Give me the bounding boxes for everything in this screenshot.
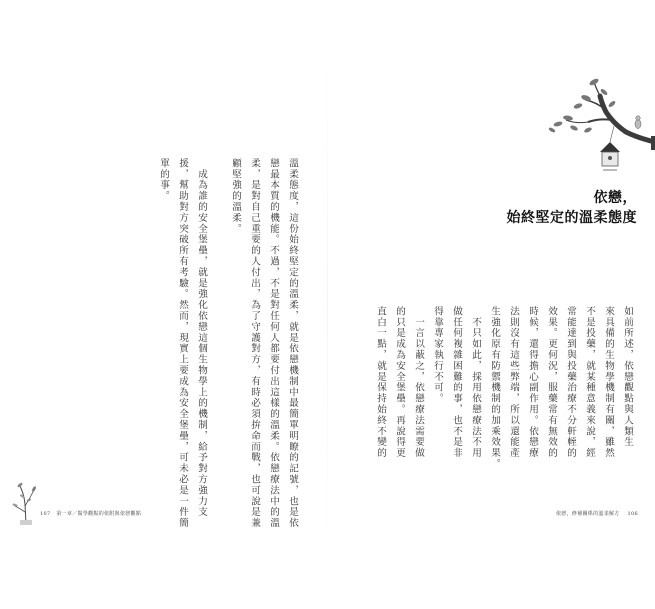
right-text-line-12: 一言以蔽之，依戀療法需要做	[413, 306, 424, 459]
tree-branch-illustration	[548, 78, 655, 188]
right-text-line-14: 直白一點，就是保持始終不變的	[375, 306, 386, 459]
left-chapter-label: 第一章	[56, 511, 73, 517]
right-text-line-8: 生強化原有防禦機制的加乘效果。	[489, 306, 500, 470]
right-text-line-7: 法則沒有這些弊端，所以還能產	[508, 306, 519, 459]
right-text-line-1: 如前所述，依戀觀點與人類生	[622, 306, 633, 448]
left-text-line-4: 顧堅強的溫柔。	[230, 158, 241, 235]
small-plant-icon	[10, 476, 40, 526]
chapter-title	[507, 188, 638, 228]
left-text-line-3: 柔，是對自己重要的人付出，為了守護對方，有時必須拚命而戰，也可說是兼	[249, 158, 260, 529]
right-text-line-13: 的只是成為安全堡壘。再說得更	[394, 306, 405, 459]
left-text-line-5: 成為誰的安全堡壘，就是強化依戀這個生物學上的機制，給予對方強力支	[196, 158, 207, 518]
right-running-head: 依戀，修補關係的溫柔解方	[556, 511, 620, 517]
right-page-number: 106	[627, 511, 638, 517]
right-text-line-10: 做任何複雜困難的事，也不是非	[451, 306, 462, 459]
right-text-line-11: 得靠專家執行不可。	[432, 306, 443, 405]
left-text-line-6: 援，幫助對方突破所有考驗。然而，現實上要成為安全堡壘，可未必是一件簡	[177, 158, 188, 529]
left-text-line-1: 溫柔態度，這份始終堅定的溫柔，就是依戀機制中最簡單明瞭的記號，也是依	[287, 158, 298, 529]
right-text-line-6: 時候，還得擔心副作用。依戀療	[527, 306, 538, 459]
chapter-title-line-2: 始終堅定的溫柔態度	[506, 210, 637, 226]
page-gutter	[327, 60, 328, 540]
left-footer	[40, 510, 141, 517]
right-text-line-5: 效果。更何況，服藥常有無效的	[546, 306, 557, 459]
right-text-line-3: 不是投藥，就某種意義來說，經	[584, 306, 595, 459]
left-text-line-7: 單的事。	[158, 158, 169, 202]
chapter-title-line-1: 依戀，	[593, 190, 637, 206]
right-text-line-2: 來具備的生物學機制有關，雖然	[603, 306, 614, 459]
left-text-line-2: 戀最本質的機能。不過，不是對任何人都要付出這樣的溫柔。依戀療法中的溫	[268, 158, 279, 529]
right-text-line-9: 不只如此，採用依戀療法不用	[470, 306, 481, 459]
left-book-title: ／醫學觀點的依附與依戀觀點	[72, 511, 142, 517]
left-page-number: 107	[40, 511, 51, 517]
right-text-line-4: 常能達到與投藥治療不分軒輊的	[565, 306, 576, 459]
right-footer	[556, 510, 638, 517]
